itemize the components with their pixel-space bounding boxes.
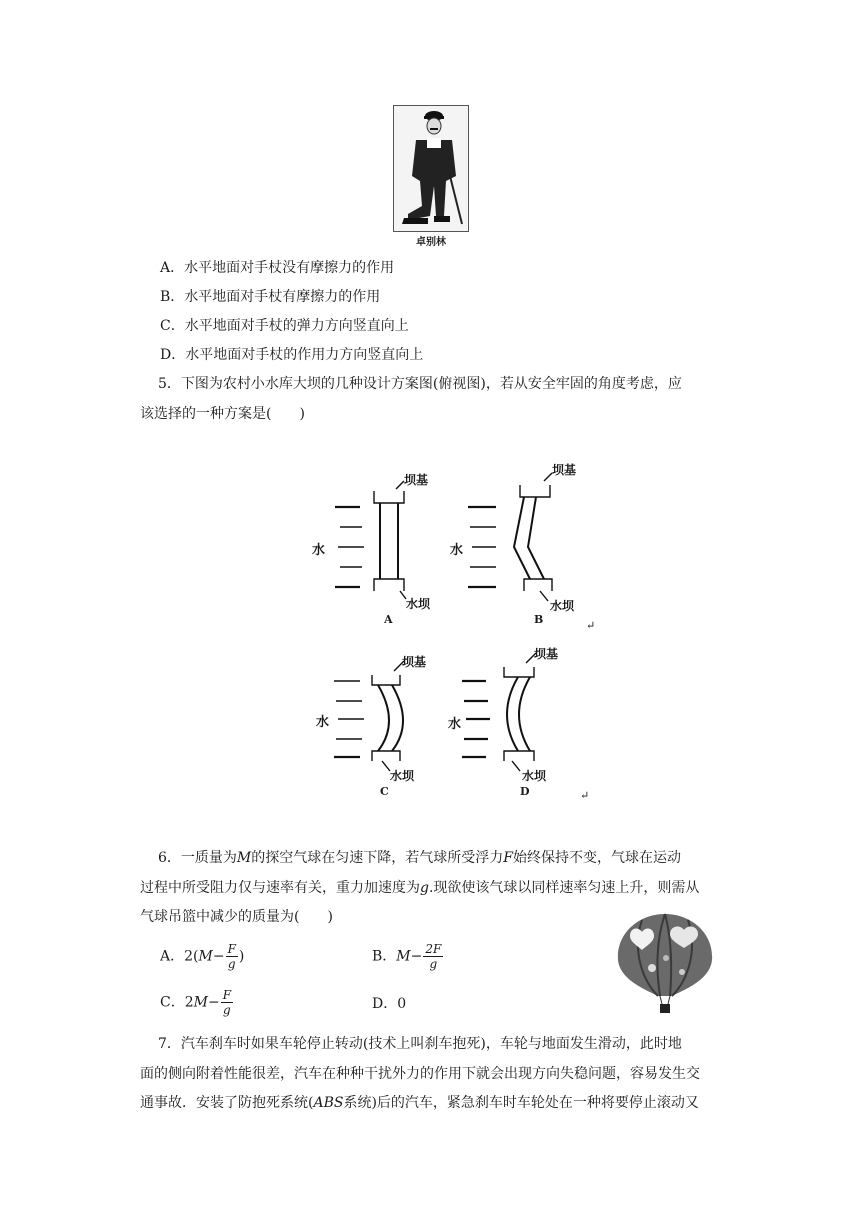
q7-stem-line3: 通事故．安装了防抱死系统(ABS系统)后的汽车，紧急刹车时车轮处在一种将要停止滚动又 (140, 1095, 699, 1111)
q6-stem-line2: 过程中所受阻力仅与速率有关，重力加速度为g.现欲使该气球以同样速率匀速上升，则需从 (140, 880, 700, 896)
q6-option-c: C．2M− $\frac{F}{g}$ (160, 988, 232, 1017)
dam-panel-c-letter: C (380, 785, 389, 798)
dam-c-dam-label: 水坝 (390, 769, 415, 783)
chaplin-caption: 卓别林 (416, 237, 446, 248)
dam-row2-return-mark: ↵ (580, 789, 590, 802)
dam-panel-a-letter: A (384, 613, 393, 626)
q4-option-a: A．水平地面对手杖没有摩擦力的作用 (160, 260, 395, 276)
dam-a-water-label: 水 (312, 543, 326, 558)
dam-panel-b-drawing (468, 473, 552, 601)
chaplin-photo (393, 105, 469, 232)
q6-option-b: B．M− $\frac{2F}{g}$ (372, 942, 442, 971)
dam-d-base-label: 坝基 (534, 647, 559, 661)
q4-option-c: C．水平地面对手杖的弹力方向竖直向上 (160, 318, 409, 334)
q6-stem-line3: 气球吊篮中减少的质量为( ) (140, 909, 333, 925)
dam-b-base-label: 坝基 (552, 463, 577, 477)
hot-air-balloon-photo (612, 910, 718, 1018)
q6-option-c-fraction: $\frac{F}{g}$ (222, 988, 232, 1017)
dam-b-water-label: 水 (450, 543, 464, 558)
q7-stem-line1: 7．汽车刹车时如果车轮停止转动(技术上叫刹车抱死)，车轮与地面发生滑动，此时地 (158, 1036, 682, 1052)
q6-stem-line1: 6．一质量为M的探空气球在匀速下降，若气球所受浮力F始终保持不变，气球在运动 (158, 850, 681, 866)
dam-design-figure (300, 455, 610, 805)
dam-d-dam-label: 水坝 (522, 769, 547, 783)
dam-a-base-label: 坝基 (404, 473, 429, 487)
q6-option-a: A．2(M− $\frac{F}{g}$ ) (160, 942, 245, 971)
q4-option-d: D．水平地面对手杖的作用力方向竖直向上 (160, 347, 424, 363)
dam-b-dam-label: 水坝 (550, 599, 575, 613)
q6-option-d: D．0 (372, 996, 407, 1012)
q6-option-a-fraction: $\frac{F}{g}$ (227, 942, 236, 971)
q5-stem-line1: 5．下图为农村小水库大坝的几种设计方案图(俯视图)，若从安全牢固的角度考虑，应 (158, 376, 682, 392)
dam-panel-d-drawing (462, 653, 536, 771)
dam-panel-d-letter: D (520, 785, 530, 798)
dam-panel-a-drawing (335, 481, 406, 599)
dam-row1-return-mark: ↵ (586, 619, 596, 632)
q6-option-b-fraction: $\frac{2F}{g}$ (425, 942, 442, 971)
q5-stem-line2: 该选择的一种方案是( ) (140, 406, 305, 422)
dam-c-water-label: 水 (316, 715, 330, 730)
dam-a-dam-label: 水坝 (406, 597, 431, 611)
dam-c-base-label: 坝基 (402, 655, 427, 669)
dam-d-water-label: 水 (448, 717, 462, 732)
dam-panel-b-letter: B (534, 613, 544, 626)
q7-stem-line2: 面的侧向附着性能很差，汽车在种种干扰外力的作用下就会出现方向失稳问题，容易发生交 (140, 1066, 700, 1082)
q4-option-b: B．水平地面对手杖有摩擦力的作用 (160, 289, 381, 305)
dam-panel-c-drawing (334, 661, 404, 771)
